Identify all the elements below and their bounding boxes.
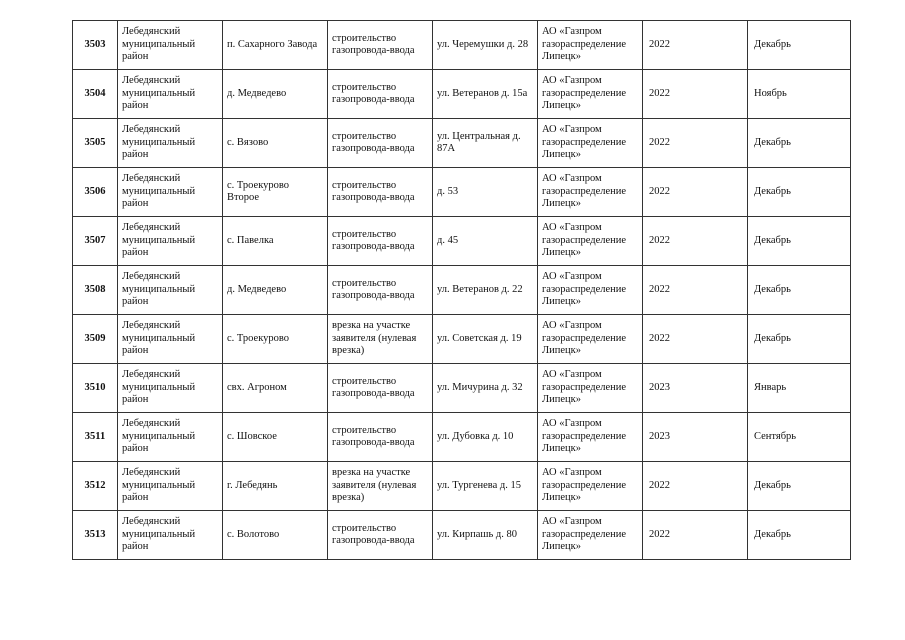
row-number: 3511: [73, 413, 118, 462]
address-cell: д. 53: [433, 168, 538, 217]
row-number: 3513: [73, 511, 118, 560]
work-type-cell: строительство газопровода-ввода: [328, 119, 433, 168]
district-cell: Лебедянский муниципальный район: [118, 168, 223, 217]
work-type-cell: строительство газопровода-ввода: [328, 217, 433, 266]
organization-cell: АО «Газпром газораспределение Липецк»: [538, 70, 643, 119]
organization-cell: АО «Газпром газораспределение Липецк»: [538, 511, 643, 560]
locality-cell: п. Сахарного Завода: [223, 21, 328, 70]
row-number: 3507: [73, 217, 118, 266]
year-cell: 2022: [643, 168, 748, 217]
organization-cell: АО «Газпром газораспределение Липецк»: [538, 315, 643, 364]
address-cell: ул. Ветеранов д. 22: [433, 266, 538, 315]
month-cell: Декабрь: [748, 168, 851, 217]
row-number: 3505: [73, 119, 118, 168]
organization-cell: АО «Газпром газораспределение Липецк»: [538, 168, 643, 217]
row-number: 3503: [73, 21, 118, 70]
work-type-cell: строительство газопровода-ввода: [328, 364, 433, 413]
district-cell: Лебедянский муниципальный район: [118, 70, 223, 119]
table-row: [73, 119, 851, 168]
district-cell: Лебедянский муниципальный район: [118, 462, 223, 511]
month-cell: Декабрь: [748, 119, 851, 168]
table-body: [73, 21, 851, 560]
year-cell: 2022: [643, 70, 748, 119]
year-cell: 2022: [643, 511, 748, 560]
table-row: [73, 364, 851, 413]
organization-cell: АО «Газпром газораспределение Липецк»: [538, 217, 643, 266]
row-number: 3510: [73, 364, 118, 413]
table-row: [73, 168, 851, 217]
locality-cell: д. Медведево: [223, 266, 328, 315]
month-cell: Декабрь: [748, 462, 851, 511]
year-cell: 2022: [643, 217, 748, 266]
locality-cell: с. Троекурово Второе: [223, 168, 328, 217]
month-cell: Декабрь: [748, 266, 851, 315]
table-row: [73, 413, 851, 462]
row-number: 3506: [73, 168, 118, 217]
work-type-cell: строительство газопровода-ввода: [328, 266, 433, 315]
district-cell: Лебедянский муниципальный район: [118, 217, 223, 266]
month-cell: Ноябрь: [748, 70, 851, 119]
address-cell: ул. Кирпашь д. 80: [433, 511, 538, 560]
address-cell: ул. Центральная д. 87А: [433, 119, 538, 168]
locality-cell: с. Троекурово: [223, 315, 328, 364]
organization-cell: АО «Газпром газораспределение Липецк»: [538, 364, 643, 413]
row-number: 3504: [73, 70, 118, 119]
district-cell: Лебедянский муниципальный район: [118, 266, 223, 315]
table-row: [73, 266, 851, 315]
district-cell: Лебедянский муниципальный район: [118, 511, 223, 560]
year-cell: 2022: [643, 119, 748, 168]
table-row: [73, 70, 851, 119]
district-cell: Лебедянский муниципальный район: [118, 315, 223, 364]
year-cell: 2023: [643, 413, 748, 462]
work-type-cell: строительство газопровода-ввода: [328, 413, 433, 462]
organization-cell: АО «Газпром газораспределение Липецк»: [538, 462, 643, 511]
locality-cell: г. Лебедянь: [223, 462, 328, 511]
locality-cell: д. Медведево: [223, 70, 328, 119]
row-number: 3512: [73, 462, 118, 511]
work-type-cell: строительство газопровода-ввода: [328, 511, 433, 560]
organization-cell: АО «Газпром газораспределение Липецк»: [538, 413, 643, 462]
work-type-cell: строительство газопровода-ввода: [328, 168, 433, 217]
district-cell: Лебедянский муниципальный район: [118, 413, 223, 462]
organization-cell: АО «Газпром газораспределение Липецк»: [538, 21, 643, 70]
address-cell: ул. Тургенева д. 15: [433, 462, 538, 511]
row-number: 3509: [73, 315, 118, 364]
table-row: [73, 511, 851, 560]
table-row: [73, 315, 851, 364]
locality-cell: с. Вязово: [223, 119, 328, 168]
gas-connection-table: [72, 20, 851, 560]
organization-cell: АО «Газпром газораспределение Липецк»: [538, 119, 643, 168]
month-cell: Сентябрь: [748, 413, 851, 462]
address-cell: ул. Мичурина д. 32: [433, 364, 538, 413]
organization-cell: АО «Газпром газораспределение Липецк»: [538, 266, 643, 315]
year-cell: 2022: [643, 462, 748, 511]
address-cell: ул. Дубовка д. 10: [433, 413, 538, 462]
month-cell: Декабрь: [748, 315, 851, 364]
work-type-cell: врезка на участке заявителя (нулевая врезка): [328, 315, 433, 364]
table-row: [73, 462, 851, 511]
locality-cell: с. Шовское: [223, 413, 328, 462]
district-cell: Лебедянский муниципальный район: [118, 21, 223, 70]
year-cell: 2022: [643, 315, 748, 364]
locality-cell: свх. Агроном: [223, 364, 328, 413]
month-cell: Декабрь: [748, 21, 851, 70]
work-type-cell: строительство газопровода-ввода: [328, 21, 433, 70]
district-cell: Лебедянский муниципальный район: [118, 119, 223, 168]
address-cell: ул. Ветеранов д. 15а: [433, 70, 538, 119]
month-cell: Январь: [748, 364, 851, 413]
work-type-cell: врезка на участке заявителя (нулевая врезка): [328, 462, 433, 511]
table-row: [73, 217, 851, 266]
address-cell: ул. Черемушки д. 28: [433, 21, 538, 70]
address-cell: д. 45: [433, 217, 538, 266]
year-cell: 2023: [643, 364, 748, 413]
district-cell: Лебедянский муниципальный район: [118, 364, 223, 413]
row-number: 3508: [73, 266, 118, 315]
year-cell: 2022: [643, 266, 748, 315]
month-cell: Декабрь: [748, 511, 851, 560]
address-cell: ул. Советская д. 19: [433, 315, 538, 364]
month-cell: Декабрь: [748, 217, 851, 266]
locality-cell: с. Волотово: [223, 511, 328, 560]
year-cell: 2022: [643, 21, 748, 70]
locality-cell: с. Павелка: [223, 217, 328, 266]
work-type-cell: строительство газопровода-ввода: [328, 70, 433, 119]
table-row: [73, 21, 851, 70]
